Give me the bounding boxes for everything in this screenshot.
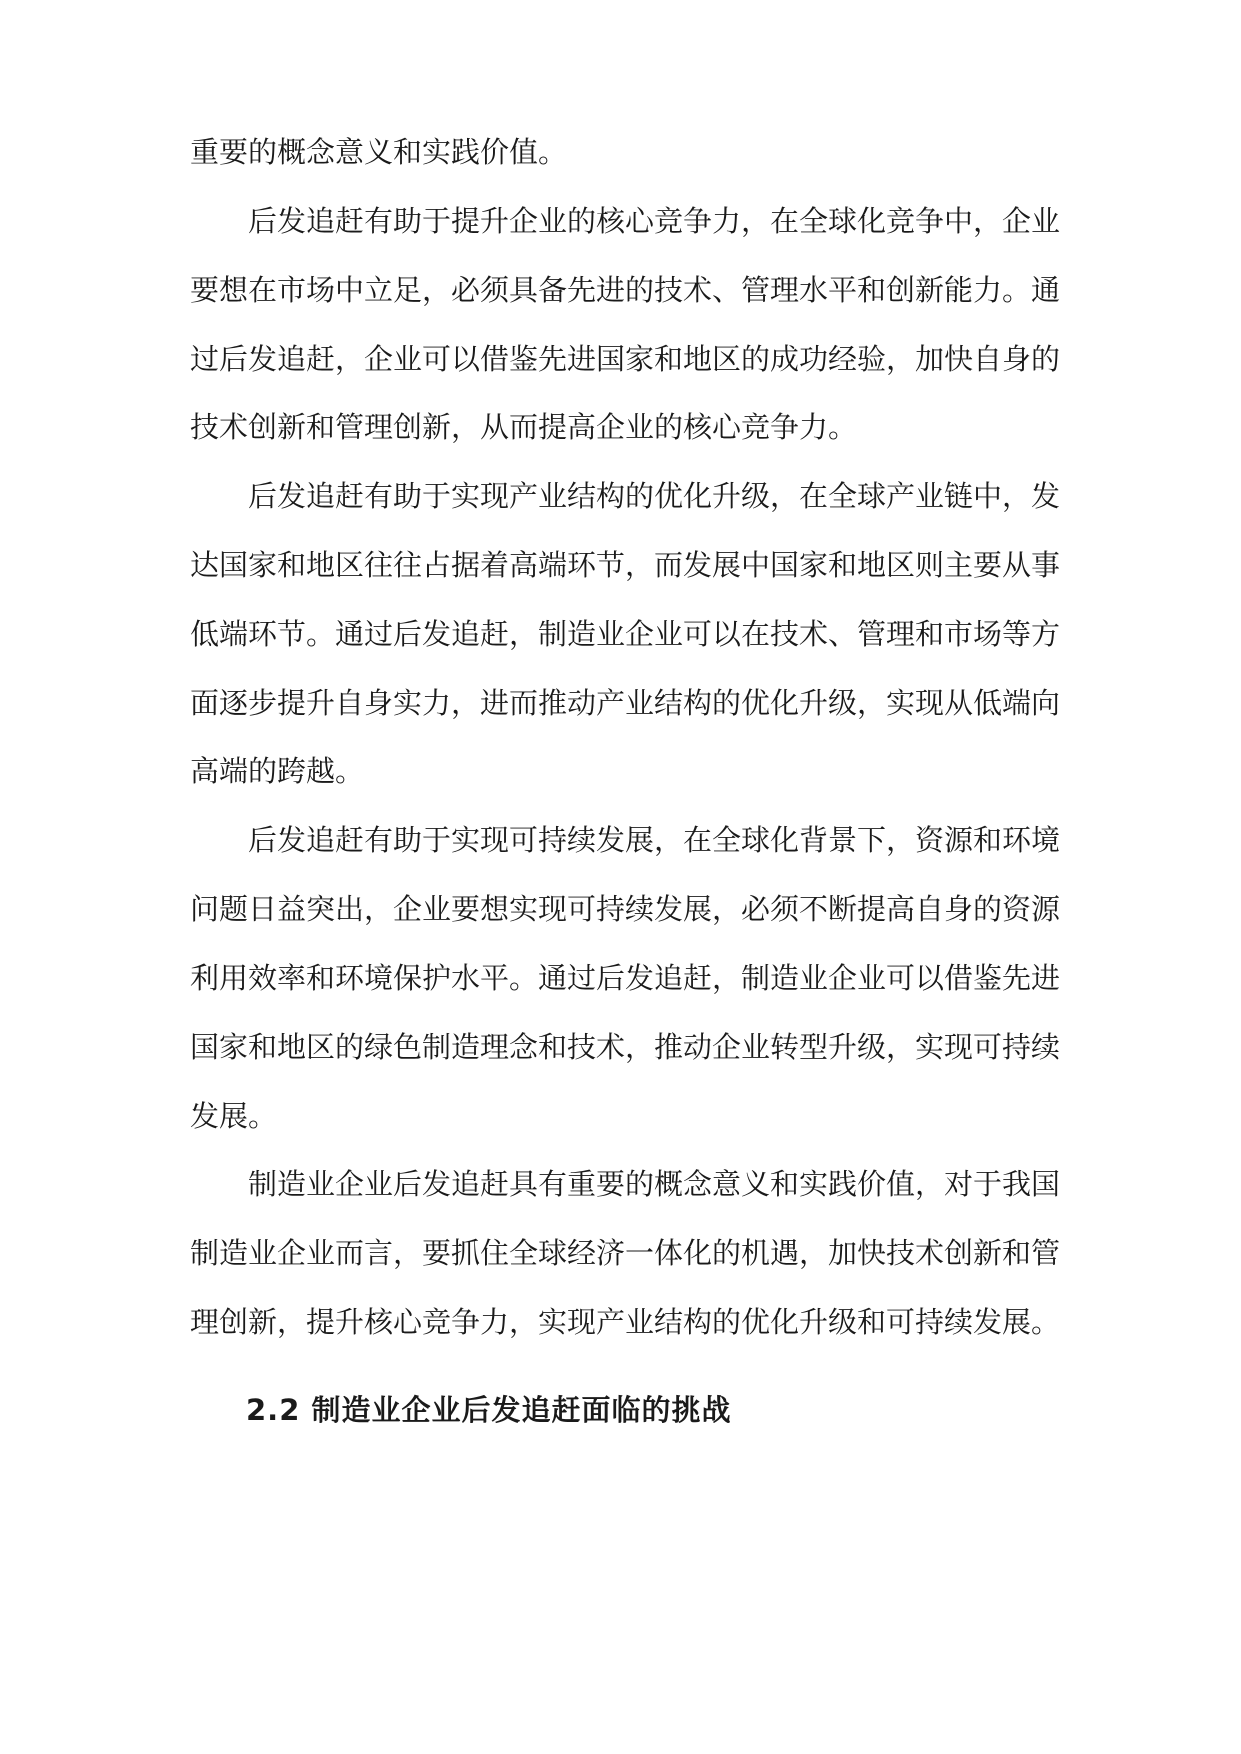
paragraph-line: 面逐步提升自身实力，进而推动产业结构的优化升级，实现从低端向 <box>190 686 1061 720</box>
paragraph-line: 国家和地区的绿色制造理念和技术，推动企业转型升级，实现可持续 <box>190 1030 1061 1064</box>
paragraph-line: 后发追赶有助于实现产业结构的优化升级，在全球产业链中，发 <box>248 479 1061 513</box>
paragraph-line: 发展。 <box>190 1099 278 1133</box>
paragraph-line: 问题日益突出，企业要想实现可持续发展，必须不断提高自身的资源 <box>190 892 1061 926</box>
paragraph-line: 后发追赶有助于提升企业的核心竞争力，在全球化竞争中，企业 <box>248 204 1061 238</box>
paragraph-line: 制造业企业后发追赶具有重要的概念意义和实践价值，对于我国 <box>248 1167 1061 1201</box>
paragraph-line: 制造业企业而言，要抓住全球经济一体化的机遇，加快技术创新和管 <box>190 1236 1061 1270</box>
paragraph-line: 理创新，提升核心竞争力，实现产业结构的优化升级和可持续发展。 <box>190 1305 1061 1339</box>
paragraph-line: 达国家和地区往往占据着高端环节，而发展中国家和地区则主要从事 <box>190 548 1061 582</box>
paragraph-line: 低端环节。通过后发追赶，制造业企业可以在技术、管理和市场等方 <box>190 617 1061 651</box>
paragraph-line: 后发追赶有助于实现可持续发展，在全球化背景下，资源和环境 <box>248 823 1061 857</box>
paragraph-line: 过后发追赶，企业可以借鉴先进国家和地区的成功经验，加快自身的 <box>190 342 1061 376</box>
paragraph-line: 高端的跨越。 <box>190 754 365 788</box>
section-heading: 2.2 制造业企业后发追赶面临的挑战 <box>246 1393 732 1427</box>
paragraph-line: 重要的概念意义和实践价值。 <box>190 135 568 169</box>
paragraph-line: 利用效率和环境保护水平。通过后发追赶，制造业企业可以借鉴先进 <box>190 961 1061 995</box>
paragraph-line: 技术创新和管理创新，从而提高企业的核心竞争力。 <box>190 410 858 444</box>
paragraph-line: 要想在市场中立足，必须具备先进的技术、管理水平和创新能力。通 <box>190 273 1061 307</box>
